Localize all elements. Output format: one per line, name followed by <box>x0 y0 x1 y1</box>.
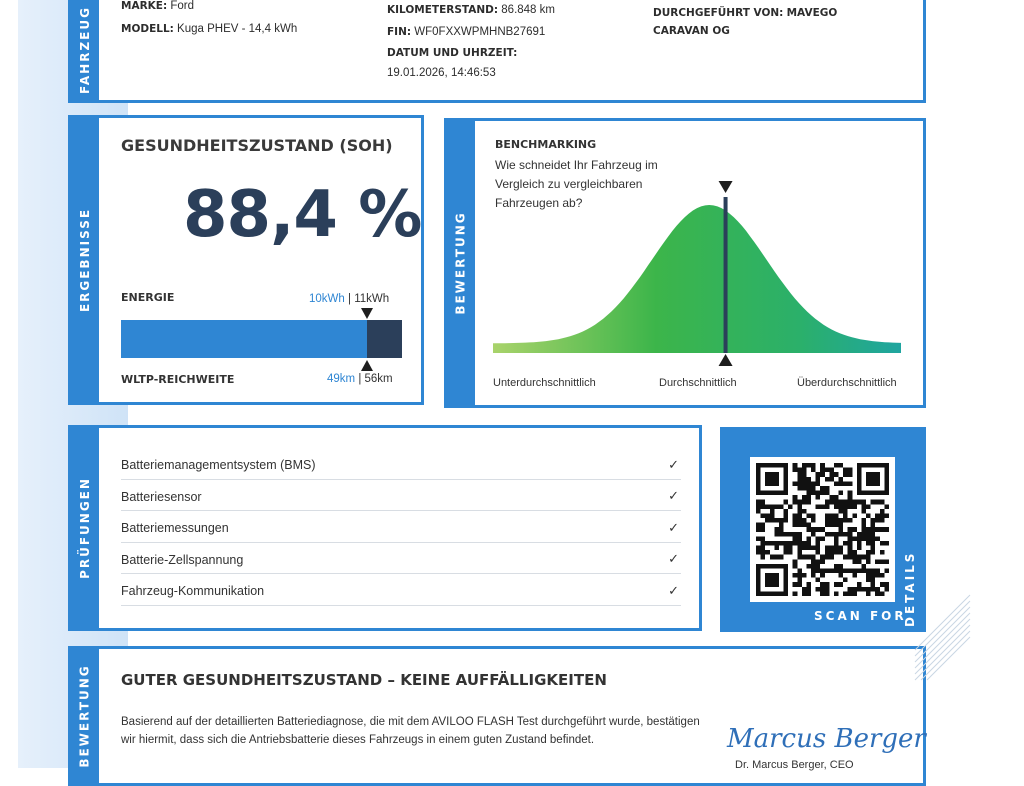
benchmark-tab <box>447 121 475 405</box>
soh-bar <box>121 320 402 358</box>
soh-title: GESUNDHEITSZUSTAND (SOH) <box>121 136 393 155</box>
soh-marker-bottom-icon <box>361 360 373 371</box>
check-row <box>121 543 681 575</box>
checks-tab-label: PRÜFUNGEN <box>78 477 93 579</box>
checkmark-icon: ✓ <box>668 489 679 505</box>
range-nominal: 56km <box>364 373 393 385</box>
checkmark-icon: ✓ <box>668 583 679 599</box>
evaluation-section <box>68 646 926 786</box>
soh-bar-fill <box>121 320 367 358</box>
energy-label: ENERGIE <box>121 291 175 304</box>
check-row <box>121 448 681 480</box>
range-values: 49km | 56km <box>327 373 393 385</box>
vehicle-tab-label: FAHRZEUG <box>78 5 93 94</box>
benchmark-section <box>444 118 926 408</box>
benchmark-curve <box>493 177 905 367</box>
benchmark-title: BENCHMARKING <box>495 138 597 151</box>
range-current: 49km <box>327 373 356 385</box>
vin-label: FIN: <box>387 26 412 38</box>
checks-section <box>68 425 702 631</box>
benchmark-tab-label: BEWERTUNG <box>454 211 468 315</box>
check-row <box>121 480 681 512</box>
check-row <box>121 511 681 543</box>
checkmark-icon: ✓ <box>668 520 679 536</box>
checks-tab <box>71 428 99 628</box>
soh-marker-top-icon <box>361 308 373 319</box>
check-label: Batteriemessungen <box>121 521 229 536</box>
vehicle-tab <box>71 0 99 100</box>
signer-name: Dr. Marcus Berger, CEO <box>735 759 854 771</box>
datetime-value: 19.01.2026, 14:46:53 <box>387 67 496 79</box>
evaluation-title: GUTER GESUNDHEITSZUSTAND – KEINE AUFFÄLLIGKEITEN <box>121 671 607 689</box>
check-row <box>121 574 681 606</box>
energy-current: 10kWh <box>309 293 345 305</box>
check-label: Fahrzeug-Kommunikation <box>121 584 265 599</box>
odometer-value: 86.848 km <box>501 4 555 16</box>
make-row <box>121 0 194 12</box>
check-label: Batteriemanagementsystem (BMS) <box>121 458 316 473</box>
model-row <box>121 23 297 35</box>
decorative-stripes <box>915 590 975 680</box>
performed-by-row <box>653 7 837 19</box>
vin-row <box>387 26 545 38</box>
signature-image <box>723 717 926 757</box>
check-label: Batterie-Zellspannung <box>121 552 244 567</box>
checkmark-icon: ✓ <box>668 457 679 473</box>
evaluation-tab <box>71 649 99 783</box>
make-label: MARKE: <box>121 0 168 12</box>
checks-list <box>121 448 681 606</box>
details-label: DETAILS <box>903 550 917 627</box>
performed-by-value-2: CARAVAN OG <box>653 25 730 37</box>
odometer-row <box>387 4 555 16</box>
vehicle-marker-bottom-icon <box>719 354 733 366</box>
benchmark-question: Wie schneidet Ihr Fahrzeug im Vergleich zu vergleichbaren Fahrzeugen ab? <box>495 158 658 210</box>
signature-text: Marcus Berger <box>727 724 926 754</box>
vehicle-marker-top-icon <box>719 181 733 193</box>
datetime-label: DATUM UND UHRZEIT: <box>387 47 518 59</box>
model-value: Kuga PHEV - 14,4 kWh <box>177 23 298 35</box>
scan-label: SCAN FOR <box>814 609 907 623</box>
datetime-label-row <box>387 47 517 59</box>
model-label: MODELL: <box>121 23 174 35</box>
soh-value: 88,4 % <box>183 178 422 252</box>
checkmark-icon: ✓ <box>668 552 679 568</box>
results-tab-label: ERGEBNISSE <box>78 207 92 313</box>
vin-value: WF0FXXWPMHNB27691 <box>414 26 546 38</box>
evaluation-text: Basierend auf der detaillierten Batteriediagnose, die mit dem AVILOO FLASH Test durchgeführt wurde, bestätigen wir hiermit, dass sich die Antriebsbatterie dieses Fahrzeugs in einem guten Zustand befindet. <box>121 716 700 746</box>
axis-above-average: Überdurchschnittlich <box>797 377 897 389</box>
bell-curve-area <box>493 205 901 353</box>
results-section <box>68 115 424 405</box>
axis-below-average: Unterdurchschnittlich <box>493 377 596 389</box>
energy-values: 10kWh | 11kWh <box>309 293 390 305</box>
vehicle-section <box>68 0 926 103</box>
evaluation-tab-label: BEWERTUNG <box>78 664 92 768</box>
performed-by-row-2 <box>653 25 730 37</box>
qr-code-icon <box>756 463 889 596</box>
datetime-value-row <box>387 67 496 79</box>
qr-section[interactable] <box>720 427 926 632</box>
energy-nominal: 11kWh <box>354 293 390 305</box>
make-value: Ford <box>170 0 195 12</box>
performed-by-value: MAVEGO <box>786 7 838 19</box>
odometer-label: KILOMETERSTAND: <box>387 4 499 16</box>
performed-by-label: DURCHGEFÜHRT VON: <box>653 7 784 19</box>
range-label: WLTP-REICHWEITE <box>121 373 235 386</box>
results-tab <box>71 118 99 402</box>
check-label: Batteriesensor <box>121 489 202 504</box>
qr-code[interactable] <box>750 457 895 602</box>
axis-average: Durchschnittlich <box>659 377 737 389</box>
